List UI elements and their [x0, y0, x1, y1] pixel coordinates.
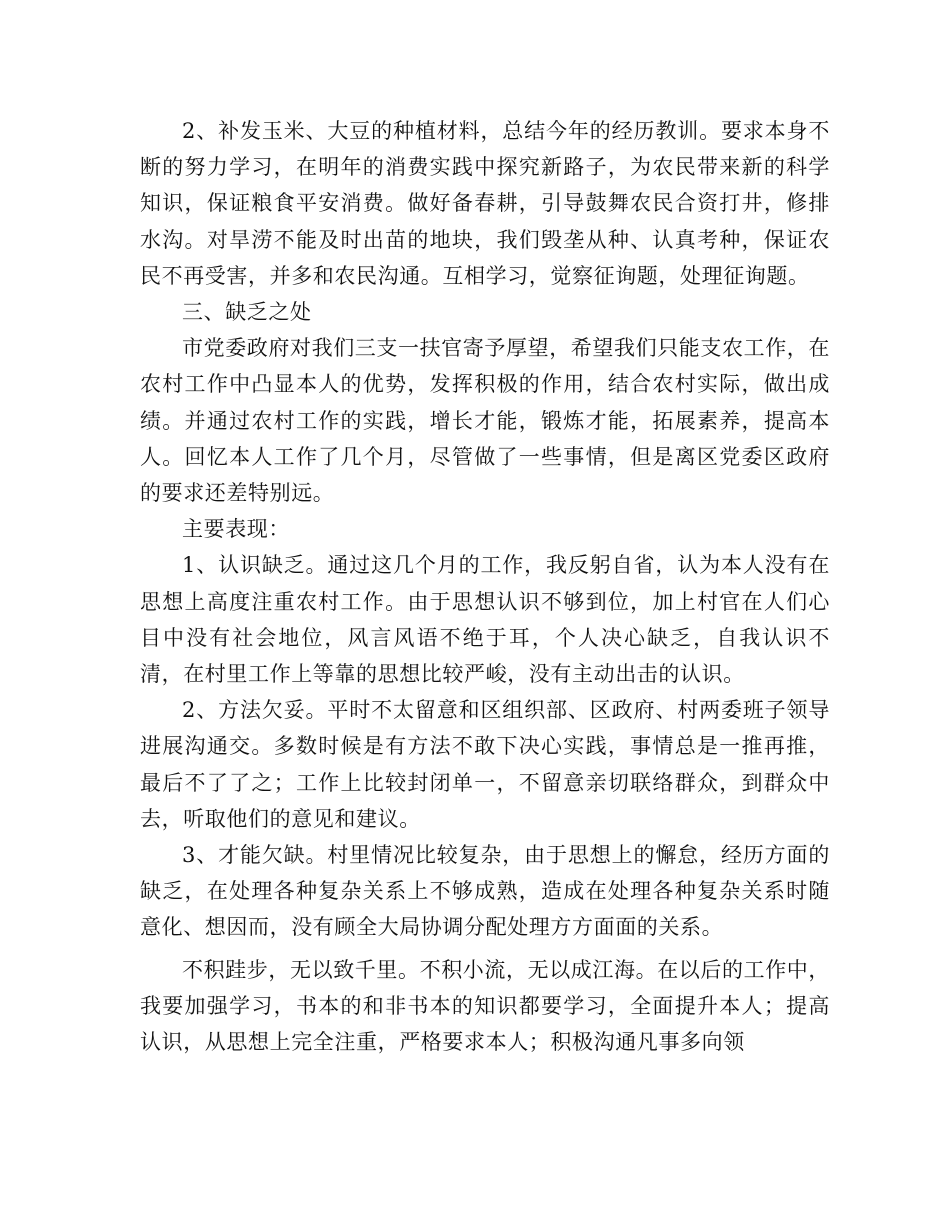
paragraph-expectations: 市党委政府对我们三支一扶官寄予厚望，希望我们只能支农工作，在农村工作中凸显本人的优势，发挥积极的作用，结合农村实际，做出成绩。并通过农村工作的实践，增长才能，锻炼才能，拓展素养，提高本人。回忆本人工作了几个月，尽管做了一些事情，但是离区党委区政府的要求还差特别远。 [140, 336, 830, 506]
paragraph-item-2-methods: 2、方法欠妥。平时不太留意和区组织部、区政府、村两委班子领导进展沟通交。多数时候是有方法不敢下决心实践，事情总是一推再推，最后不了了之；工作上比较封闭单一，不留意亲切联络群众，到群众中去，听取他们的意见和建议。 [140, 698, 830, 831]
paragraph-conclusion: 不积跬步，无以致千里。不积小流，无以成江海。在以后的工作中，我要加强学习，书本的和非书本的知识都要学习，全面提升本人；提高认识，从思想上完全注重，严格要求本人；积极沟通凡事多向领 [140, 957, 830, 1055]
paragraph-item-1-awareness: 1、认识缺乏。通过这几个月的工作，我反躬自省，认为本人没有在思想上高度注重农村工作。由于思想认识不够到位，加上村官在人们心目中没有社会地位，风言风语不绝于耳，个人决心缺乏，自我认识不清，在村里工作上等靠的思想比较严峻，没有主动出击的认识。 [140, 553, 830, 687]
document-body [140, 113, 830, 1060]
paragraph-item-3-ability: 3、才能欠缺。村里情况比较复杂，由于思想上的懈怠，经历方面的缺乏，在处理各种复杂关系上不够成熟，造成在处理各种复杂关系时随意化、想因而，没有顾全大局协调分配处理方方面面的关系。 [140, 843, 830, 940]
paragraph-item-2-supplement: 2、补发玉米、大豆的种植材料，总结今年的经历教训。要求本身不断的努力学习，在明年的消费实践中探究新路子，为农民带来新的科学知识，保证粮食平安消费。做好备春耕，引导鼓舞农民合资打井，修排水沟。对旱涝不能及时出苗的地块，我们毁垄从种、认真考种，保证农民不再受害，并多和农民沟通。互相学习，觉察征询题，处理征询题。 [140, 119, 830, 288]
subheading-main-manifestations: 主要表现： [182, 517, 290, 542]
section-heading-shortcomings: 三、缺乏之处 [182, 300, 312, 325]
